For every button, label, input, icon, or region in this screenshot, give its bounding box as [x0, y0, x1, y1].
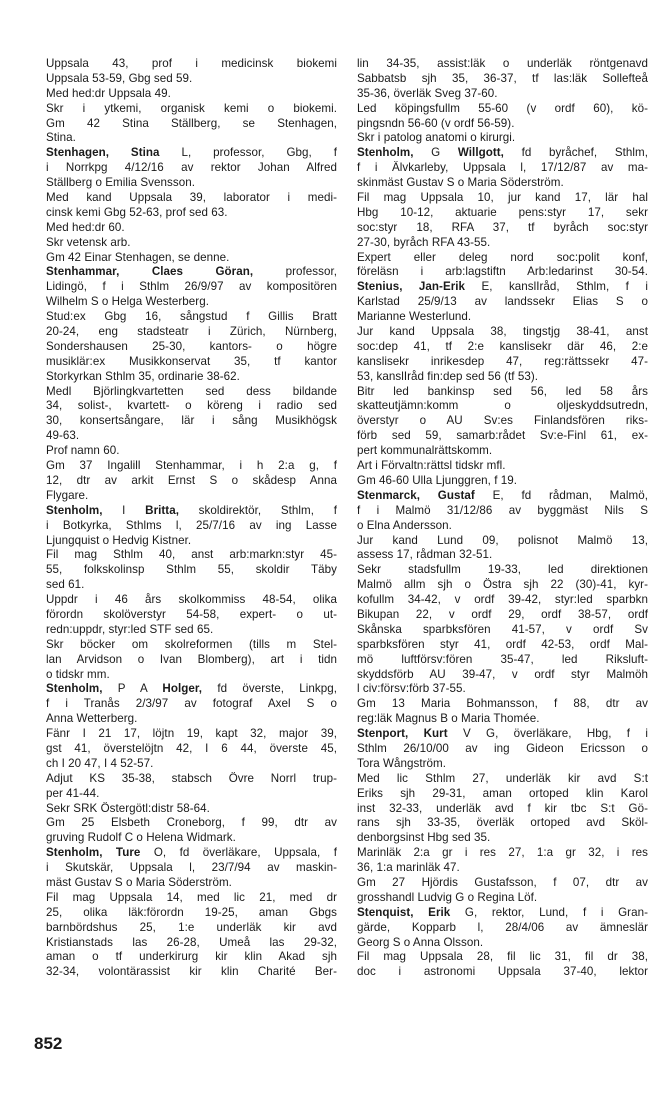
text-line	[46, 474, 337, 489]
text-line	[357, 295, 648, 310]
text-line	[357, 563, 648, 578]
text-line	[357, 891, 648, 906]
entry-text: Tora Wångström.	[357, 756, 447, 770]
entry-text: lin 34-35, assist:läk o underläk röntgenavd	[357, 57, 648, 70]
entry-text: 25, olika läk:förordn 19-25, aman Gbgs	[46, 905, 337, 919]
entry-text: L, professor, Gbg, f	[159, 146, 337, 160]
text-line	[46, 668, 337, 683]
entry-text: skinmäst Gustav S o Maria Söderström.	[357, 176, 564, 190]
text-line	[357, 906, 648, 921]
entry-name: Stenhammar, Claes Göran,	[46, 265, 254, 279]
text-line	[46, 638, 337, 653]
text-line	[357, 534, 648, 549]
text-line	[46, 399, 337, 414]
entry-text: pert kommunalrättskomm.	[357, 444, 493, 458]
text-line	[46, 534, 337, 549]
text-line	[46, 72, 337, 87]
text-line	[357, 653, 648, 668]
text-line	[357, 787, 648, 802]
text-line	[46, 385, 337, 400]
entry-text: 32-34, volontärassist kir klin Charité Ber-	[46, 965, 337, 979]
text-line	[46, 87, 337, 102]
text-line	[357, 965, 648, 980]
text-line	[46, 846, 337, 861]
text-line	[46, 176, 337, 191]
entry-text: 12, dtr av arkit Ernst S o skådesp Anna	[46, 473, 337, 487]
entry-text: Uppdr i 46 års skolkommiss 48-54, olika	[46, 593, 337, 607]
text-line	[357, 876, 648, 891]
entry-text: kanslisekr inrikesdep 47, reg:rättssekr 47-	[357, 354, 648, 368]
text-line	[46, 593, 337, 608]
entry-name: Stenhagen, Stina	[46, 146, 160, 160]
entry-text: skatteutjämn:komm o oljeskyddsutredn,	[357, 399, 648, 413]
entry-text: Med kand Uppsala 39, laborator i medi-	[46, 191, 337, 205]
entry-text: Sthlm 26/10/00 av ing Gideon Ericsson o	[357, 741, 648, 755]
text-line	[46, 831, 337, 846]
left-column	[46, 57, 337, 980]
entry-text: ch I 20 47, I 4 52-57.	[46, 756, 154, 770]
entry-text: 36, 1:a marinläk 47.	[357, 861, 460, 875]
entry-text: f i Älvkarleby, Uppsala l, 17/12/87 av ma-	[357, 161, 648, 175]
entry-text: Gm 42 Einar Stenhagen, se denne.	[46, 250, 230, 264]
text-line	[46, 355, 337, 370]
text-line	[357, 802, 648, 817]
text-line	[357, 489, 648, 504]
text-line	[357, 772, 648, 787]
entry-text: Fil mag Uppsala 14, med lic 21, med dr	[46, 890, 337, 904]
entry-name: Stenholm, Ture	[46, 846, 141, 860]
entry-text: Sondershausen 25-30, kantors- o högre	[46, 339, 337, 353]
text-line	[46, 280, 337, 295]
text-line	[46, 429, 337, 444]
entry-text: föreläsn i arb:lagstiftn Arb:ledarinst 30-54.	[357, 265, 648, 279]
text-line	[357, 57, 648, 72]
text-line	[46, 936, 337, 951]
right-column	[357, 57, 648, 980]
text-line	[357, 102, 648, 117]
text-line	[46, 57, 337, 72]
text-line	[46, 876, 337, 891]
entry-text: 20-24, eng stadsteatr i Zürich, Nürnberg,	[46, 325, 337, 339]
text-line	[357, 548, 648, 563]
entry-text: 55, folkskolinsp Sthlm 55, skoldir Täby	[46, 563, 337, 577]
text-line	[357, 936, 648, 951]
text-line	[357, 668, 648, 683]
text-line	[357, 578, 648, 593]
text-line	[46, 370, 337, 385]
text-line	[357, 712, 648, 727]
entry-text: rans sjh 33-35, överläk ortoped avd Sköl-	[357, 816, 648, 830]
entry-text: o Elna Andersson.	[357, 518, 452, 532]
entry-text: G, rektor, Lund, f i Gran-	[450, 905, 648, 919]
entry-text: Gm 37 Ingalill Stenhammar, i h 2:a g, f	[46, 459, 337, 473]
entry-text: assess 17, rådman 32-51.	[357, 548, 493, 562]
text-line	[46, 787, 337, 802]
text-line	[46, 712, 337, 727]
text-line	[357, 459, 648, 474]
entry-text: G	[413, 146, 458, 160]
text-line	[46, 251, 337, 266]
entry-name: Holger,	[162, 682, 203, 696]
entry-text: mö luftförsv:fören 35-47, led Riksluft-	[357, 652, 648, 666]
entry-text: överstyr o AU Sv:es Finlandsfören riks-	[357, 414, 648, 428]
text-line	[46, 265, 337, 280]
text-line	[46, 921, 337, 936]
entry-text: P A	[102, 682, 163, 696]
text-line	[46, 191, 337, 206]
text-line	[357, 950, 648, 965]
text-line	[46, 414, 337, 429]
text-line	[357, 340, 648, 355]
text-line	[357, 385, 648, 400]
text-line	[46, 578, 337, 593]
text-line	[357, 87, 648, 102]
text-line	[357, 816, 648, 831]
text-line	[46, 548, 337, 563]
entry-name: Britta,	[145, 503, 179, 517]
entry-text: reg:läk Magnus B o Maria Thomée.	[357, 712, 540, 726]
entry-text: Led köpingsfullm 55-60 (v ordf 60), kö-	[357, 101, 648, 115]
entry-text: i Skutskär, Uppsala l, 23/7/94 av maskin-	[46, 861, 337, 875]
entry-text: Karlstad 25/9/13 av landssekr Elias S o	[357, 295, 648, 309]
entry-text: Adjut KS 35-38, stabsch Övre Norrl trup-	[46, 771, 337, 785]
text-line	[46, 950, 337, 965]
entry-text: förb sed 59, samarb:rådet Sv:e-Finl 61, ex-	[357, 429, 648, 443]
text-line	[357, 608, 648, 623]
entry-text: soc:styr 18, RFA 37, tf byråch soc:styr	[357, 220, 648, 234]
text-line	[357, 414, 648, 429]
entry-text: Stina.	[46, 131, 76, 145]
entry-text: Art i Förvaltn:rättsl tidskr mfl.	[357, 459, 506, 473]
text-line	[357, 593, 648, 608]
entry-text: Hbg 10-12, aktuarie pens:styr 17, sekr	[357, 205, 648, 219]
text-line	[357, 236, 648, 251]
text-line	[46, 653, 337, 668]
text-line	[46, 325, 337, 340]
text-line	[46, 697, 337, 712]
entry-text: gärde, Kopparb l, 28/4/06 av ämneslär	[357, 920, 648, 934]
text-line	[46, 221, 337, 236]
text-line	[46, 682, 337, 697]
entry-text: 30, konsertsångare, lär i sång Musikhögsk	[46, 414, 337, 428]
entry-text: Gm 46-60 Ulla Ljunggren, f 19.	[357, 473, 518, 487]
text-line	[46, 891, 337, 906]
entry-text: pingsndn 56-60 (v ordf 56-59).	[357, 116, 515, 130]
entry-text: Fil mag Uppsala 28, fil lic 31, fil dr 38,	[357, 950, 648, 964]
text-line	[357, 474, 648, 489]
entry-name: Willgott,	[457, 146, 504, 160]
text-line	[46, 861, 337, 876]
text-line	[46, 519, 337, 534]
text-line	[357, 161, 648, 176]
text-line	[357, 221, 648, 236]
text-line	[357, 727, 648, 742]
page-number: 852	[34, 1034, 63, 1053]
entry-text: Jur kand Lund 09, polisnot Malmö 13,	[357, 533, 648, 547]
entry-text: aman o tf underkirurg kir klin Akad sjh	[46, 950, 337, 964]
entry-text: Prof namn 60.	[46, 444, 120, 458]
text-line	[46, 965, 337, 980]
entry-text: sparbksfören styr 41, ordf 42-53, ordf Mal-	[357, 637, 648, 651]
text-line	[357, 280, 648, 295]
text-line	[46, 310, 337, 325]
entry-text: E, kanslIråd, Sthlm, f i	[465, 280, 648, 294]
text-line	[46, 772, 337, 787]
entry-text: Gm 42 Stina Ställberg, se Stenhagen,	[46, 116, 337, 130]
entry-name: Stenquist, Erik	[357, 905, 451, 919]
text-line	[46, 727, 337, 742]
entry-text: Skånska sparbksfören 41-57, v ordf Sv	[357, 622, 648, 636]
entry-text: inst 32-33, underläk avd f kir tbc S:t Gö-	[357, 801, 648, 815]
entry-text: grosshandl Ludvig G o Regina Löf.	[357, 890, 538, 904]
entry-text: Uppsala 53-59, Gbg sed 59.	[46, 71, 193, 85]
text-line	[46, 816, 337, 831]
entry-text: Kristianstads las 26-28, Umeå las 29-32,	[46, 935, 337, 949]
entry-text: cinsk kemi Gbg 52-63, prof sed 63.	[46, 205, 228, 219]
entry-text: Bitr led bankinsp sed 56, led 58 års	[357, 384, 648, 398]
entry-text: skoldirektör, Sthlm, f	[179, 503, 337, 517]
entry-text: o tidskr mm.	[46, 667, 110, 681]
text-line	[46, 236, 337, 251]
entry-name: Stenholm,	[46, 682, 103, 696]
text-line	[357, 206, 648, 221]
entry-text: förordn skolöverstyr 54-58, expert- o ut-	[46, 607, 337, 621]
text-line	[357, 191, 648, 206]
text-line	[357, 176, 648, 191]
entry-text: kofullm 34-42, v ordf 39-42, styr:led sparbkn	[357, 593, 648, 607]
entry-name: Stenholm,	[357, 146, 414, 160]
entry-text: Jur kand Uppsala 38, tingstjg 38-41, anst	[357, 325, 648, 339]
entry-text: Flygare.	[46, 488, 89, 502]
text-line	[357, 325, 648, 340]
entry-text: Ställberg o Emilia Svensson.	[46, 176, 195, 190]
text-line	[46, 489, 337, 504]
entry-text: V G, överläkare, Hbg, f i	[447, 727, 648, 741]
entry-text: Skr vetensk arb.	[46, 235, 131, 249]
entry-text: f i Tranås 2/3/97 av fotograf Axel S o	[46, 697, 337, 711]
entry-text: Marinläk 2:a gr i res 27, 1:a gr 32, i res	[357, 846, 648, 860]
entry-text: redn:uppdr, styr:led STF sed 65.	[46, 622, 214, 636]
text-line	[357, 72, 648, 87]
text-line	[357, 355, 648, 370]
text-line	[46, 563, 337, 578]
entry-text: Anna Wetterberg.	[46, 712, 138, 726]
text-line	[357, 251, 648, 266]
text-line	[357, 846, 648, 861]
text-line	[46, 444, 337, 459]
entry-text: Lidingö, f i Sthlm 26/9/97 av kompositören	[46, 280, 337, 294]
text-line	[46, 295, 337, 310]
entry-text: soc:dep 41, tf 2:e kanslisekr där 46, 2:e	[357, 339, 648, 353]
entry-text: Fil mag Sthlm 40, anst arb:markn:styr 45-	[46, 548, 337, 562]
text-line	[46, 906, 337, 921]
text-line	[357, 265, 648, 280]
entry-text: Ljungquist o Hedvig Kistner.	[46, 533, 192, 547]
text-line	[46, 623, 337, 638]
entry-text: Sekr SRK Östergötl:distr 58-64.	[46, 801, 210, 815]
text-line	[357, 697, 648, 712]
text-line	[357, 310, 648, 325]
text-line	[357, 519, 648, 534]
text-line	[46, 161, 337, 176]
entry-text: Fil mag Uppsala 10, jur kand 17, lär hal	[357, 191, 648, 205]
entry-text: l civ:försv:förb 37-55.	[357, 682, 466, 696]
text-line	[46, 608, 337, 623]
text-line	[357, 623, 648, 638]
entry-text: Stud:ex Gbg 16, sångstud f Gillis Bratt	[46, 310, 337, 324]
entry-text: Med hed:dr 60.	[46, 220, 125, 234]
text-line	[46, 504, 337, 519]
text-line	[357, 429, 648, 444]
entry-text: i Norrkpg 4/12/16 av rektor Johan Alfred	[46, 161, 337, 175]
text-line	[357, 638, 648, 653]
entry-text: 34, solist-, kvartett- o köreng i radio sed	[46, 399, 337, 413]
entry-text: Expert eller deleg nord soc:polit konf,	[357, 250, 648, 264]
entry-text: gruving Rudolf C o Helena Widmark.	[46, 831, 236, 845]
text-line	[357, 131, 648, 146]
entry-text: Bikupan 22, v ordf 29, ordf 38-57, ordf	[357, 607, 648, 621]
entry-text: denborgsinst Hbg sed 35.	[357, 831, 491, 845]
entry-text: professor,	[253, 265, 337, 279]
text-line	[46, 146, 337, 161]
entry-text: 27-30, byråch RFA 43-55.	[357, 235, 491, 249]
entry-name: Stenholm,	[46, 503, 103, 517]
text-line	[46, 340, 337, 355]
entry-text: 49-63.	[46, 429, 80, 443]
text-line	[46, 742, 337, 757]
entry-text: sed 61.	[46, 578, 85, 592]
entry-text: O, fd överläkare, Uppsala, f	[140, 846, 337, 860]
text-line	[46, 131, 337, 146]
entry-text: f i Malmö 31/12/86 av byggmäst Nils S	[357, 503, 648, 517]
entry-text: Wilhelm S o Helga Westerberg.	[46, 295, 209, 309]
text-line	[357, 399, 648, 414]
text-line	[46, 802, 337, 817]
entry-text: mäst Gustav S o Maria Söderström.	[46, 875, 232, 889]
text-line	[357, 921, 648, 936]
entry-text: Gm 25 Elsbeth Croneborg, f 99, dtr av	[46, 816, 337, 830]
entry-text: I	[102, 503, 146, 517]
text-line	[357, 504, 648, 519]
text-line	[357, 444, 648, 459]
text-line	[46, 117, 337, 132]
entry-name: Stenmarck, Gustaf	[357, 488, 475, 502]
entry-name: Stenius, Jan-Erik	[357, 280, 466, 294]
entry-text: i Botkyrka, Sthlms l, 25/7/16 av ing Lasse	[46, 518, 337, 532]
entry-text: lan Arvidson o Ivan Blomberg), art i tidn	[46, 652, 337, 666]
entry-text: Med hed:dr Uppsala 49.	[46, 86, 171, 100]
entry-text: doc i astronomi Uppsala 37-40, lektor	[357, 965, 648, 979]
entry-text: barnbördshus 25, 1:e underläk kir avd	[46, 920, 337, 934]
text-line	[46, 459, 337, 474]
text-line	[46, 206, 337, 221]
entry-text: Skr i patolog anatomi o kirurgi.	[357, 131, 516, 145]
entry-text: Georg S o Anna Olsson.	[357, 935, 484, 949]
text-line	[357, 757, 648, 772]
entry-name: Stenport, Kurt	[357, 727, 448, 741]
entry-text: Medl Björlingkvartetten sed dess bildande	[46, 384, 337, 398]
entry-text: Uppsala 43, prof i medicinsk biokemi	[46, 57, 337, 70]
entry-text: Gm 13 Maria Bohmansson, f 88, dtr av	[357, 697, 648, 711]
entry-text: gst 41, överstelöjtn 42, I 6 44, överste 45,	[46, 741, 337, 755]
entry-text: Fänr I 21 17, löjtn 19, kapt 32, major 39,	[46, 727, 337, 741]
entry-text: Gm 27 Hjördis Gustafsson, f 07, dtr av	[357, 875, 648, 889]
entry-text: Sabbatsb sjh 35, 36-37, tf las:läk Sollefteå	[357, 71, 648, 85]
text-line	[357, 861, 648, 876]
entry-text: Sekr stadsfullm 19-33, led direktionen	[357, 563, 648, 577]
entry-text: Marianne Westerlund.	[357, 310, 472, 324]
entry-text: per 41-44.	[46, 786, 100, 800]
text-line	[357, 742, 648, 757]
entry-text: 35-36, överläk Sveg 37-60.	[357, 86, 498, 100]
entry-text: musiklär:ex Musikkonservat 35, tf kantor	[46, 354, 337, 368]
entry-text: fd överste, Linkpg,	[202, 682, 337, 696]
entry-text: Med lic Sthlm 27, underläk kir avd S:t	[357, 771, 648, 785]
entry-text: 53, kanslIråd fin:dep sed 56 (tf 53).	[357, 369, 539, 383]
text-line	[357, 831, 648, 846]
entry-text: Skr i ytkemi, organisk kemi o biokemi.	[46, 101, 337, 115]
text-line	[357, 682, 648, 697]
text-line	[357, 117, 648, 132]
text-line	[357, 146, 648, 161]
entry-text: Skr böcker om skolreformen (tills m Stel-	[46, 637, 337, 651]
entry-text: E, fd rådman, Malmö,	[474, 488, 648, 502]
text-line	[46, 757, 337, 772]
entry-text: Storkyrkan Sthlm 35, ordinarie 38-62.	[46, 369, 240, 383]
text-line	[357, 370, 648, 385]
entry-text: Eriks sjh 29-31, aman ortoped klin Karol	[357, 786, 648, 800]
entry-text: fd byråchef, Sthlm,	[503, 146, 648, 160]
entry-text: Malmö allm sjh o Östra sjh 22 (30)-41, kyr-	[357, 578, 648, 592]
text-line	[46, 102, 337, 117]
entry-text: skyddsförb AU 39-47, v ordf styr Malmöh	[357, 667, 648, 681]
